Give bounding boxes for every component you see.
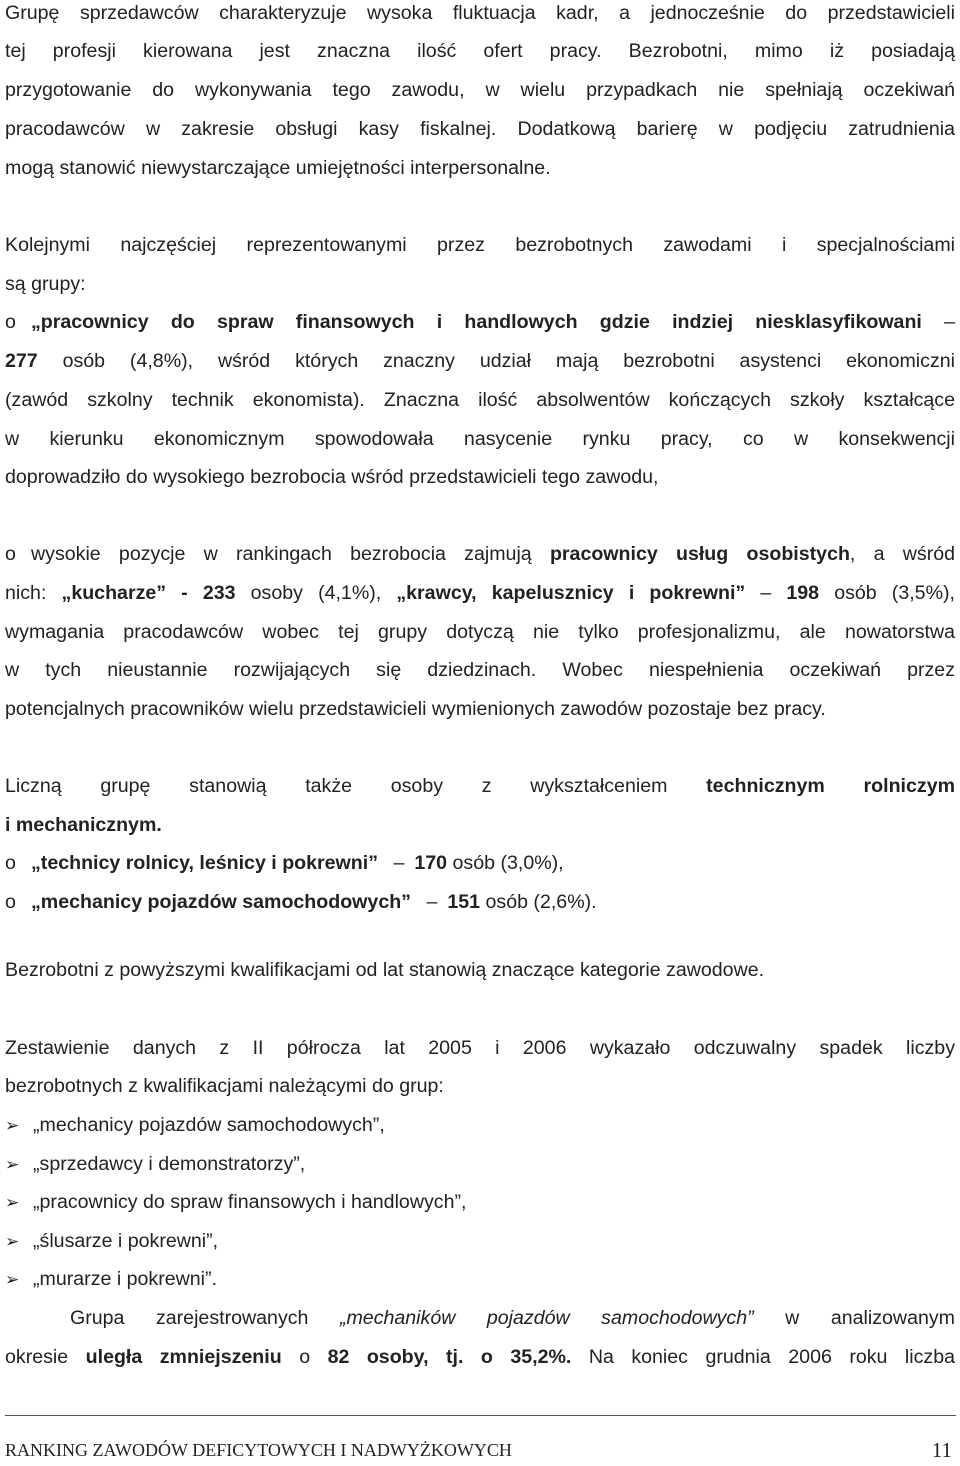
paragraph-line: [5, 348, 955, 374]
paragraph-line: tej profesji kierowana jest znaczna ilość ofert pracy. Bezrobotni, mimo iż posiadają: [5, 40, 955, 62]
arrow-bullet-icon: ➢: [5, 1232, 20, 1251]
text-span: osób (3,5%),: [834, 582, 955, 604]
dash: –: [426, 891, 438, 913]
paragraph-line: pracodawców w zakresie obsługi kasy fiskalnej. Dodatkową barierę w podjęciu zatrudnienia: [5, 118, 955, 140]
footer-title: RANKING ZAWODÓW DEFICYTOWYCH I NADWYŻKOWYCH: [5, 1440, 512, 1460]
footer-divider: [5, 1415, 956, 1416]
paragraph-line: Grupę sprzedawców charakteryzuje wysoka fluktuacja kadr, a jednocześnie do przedstawicieli: [5, 2, 955, 24]
text-span: w analizowanym: [785, 1307, 955, 1329]
text-span: „murarze i pokrewni”.: [33, 1268, 218, 1290]
paragraph-line: i mechanicznym.: [5, 814, 162, 836]
text-span: osoby (4,1%),: [250, 582, 382, 604]
text-span: nich:: [5, 582, 47, 604]
bullet-marker: o: [5, 543, 16, 565]
paragraph-line: [70, 1305, 955, 1331]
paragraph-line: Bezrobotni z powyższymi kwalifikacjami od lat stanowią znaczące kategorie zawodowe.: [5, 959, 765, 981]
occupation-name: technicznym rolniczym: [706, 775, 956, 797]
occupation-name: „krawcy, kapelusznicy i pokrewni”: [396, 582, 746, 604]
paragraph-line: [5, 580, 955, 606]
list-item: [5, 850, 955, 876]
text-span: o: [299, 1346, 311, 1368]
arrow-bullet-icon: ➢: [5, 1193, 20, 1212]
count-value: 170: [414, 852, 448, 874]
dash: –: [944, 311, 955, 333]
occupation-name: pracownicy usług osobistych: [549, 543, 850, 565]
paragraph-line: [5, 1344, 955, 1370]
highlight-text: 82 osoby, tj. o 35,2%.: [327, 1346, 572, 1368]
occupation-name: „mechanicy pojazdów samochodowych”: [31, 891, 411, 913]
arrow-bullet-icon: ➢: [5, 1116, 20, 1135]
paragraph-line: doprowadziło do wysokiego bezrobocia wśród przedstawicieli tego zawodu,: [5, 466, 659, 488]
text-span: , a wśród: [849, 543, 956, 565]
bullet-marker: o: [5, 891, 16, 913]
paragraph-line: w kierunku ekonomicznym spowodowała nasycenie rynku pracy, co w konsekwencji: [5, 428, 955, 450]
text-span: „sprzedawcy i demonstratorzy”,: [33, 1153, 306, 1175]
list-item: [5, 1112, 955, 1138]
paragraph-line: bezrobotnych z kwalifikacjami należącymi do grup:: [5, 1075, 444, 1097]
page-footer: [5, 1440, 956, 1466]
paragraph-line: Kolejnymi najczęściej reprezentowanymi przez bezrobotnych zawodami i specjalnościami: [5, 234, 955, 256]
paragraph-line: mogą stanowić niewystarczające umiejętności interpersonalne.: [5, 157, 551, 179]
paragraph-line: wymagania pracodawców wobec tej grupy dotyczą nie tylko profesjonalizmu, ale nowatorstwa: [5, 621, 955, 643]
paragraph-line: są grupy:: [5, 273, 86, 295]
text-span: Na koniec grudnia 2006 roku liczba: [588, 1346, 956, 1368]
list-item: [5, 1189, 955, 1215]
text-span: Grupa zarejestrowanych: [70, 1307, 309, 1329]
paragraph-line: w tych nieustannie rozwijających się dziedzinach. Wobec niespełnienia oczekiwań przez: [5, 659, 955, 681]
text-span: wysokie pozycje w rankingach bezrobocia zajmują: [31, 543, 532, 565]
highlight-text: uległa zmniejszeniu: [85, 1346, 282, 1368]
occupation-name: „pracownicy do spraw finansowych i handlowych gdzie indziej niesklasyfikowani: [31, 311, 922, 333]
page-number: 11: [931, 1438, 952, 1462]
text-span: osób (2,6%).: [485, 891, 597, 913]
occupation-name: „mechaników pojazdów samochodowych”: [339, 1307, 754, 1329]
count-value: 198: [786, 582, 820, 604]
paragraph-line: (zawód szkolny technik ekonomista). Znaczna ilość absolwentów kończących szkoły kształcące: [5, 389, 955, 411]
arrow-bullet-icon: ➢: [5, 1155, 20, 1174]
bullet-marker: o: [5, 852, 16, 874]
text-span: Liczną grupę stanowią także osoby z wykształceniem: [5, 775, 668, 797]
dash: –: [760, 582, 772, 604]
text-span: okresie: [5, 1346, 69, 1368]
list-item: [5, 889, 955, 915]
bullet-marker: o: [5, 311, 16, 333]
list-item: [5, 541, 955, 567]
text-span: „ślusarze i pokrewni”,: [33, 1230, 219, 1252]
paragraph-line: przygotowanie do wykonywania tego zawodu, w wielu przypadkach nie spełniają oczekiwań: [5, 79, 955, 101]
paragraph-line: potencjalnych pracowników wielu przedstawicieli wymienionych zawodów pozostaje bez pracy.: [5, 698, 826, 720]
arrow-bullet-icon: ➢: [5, 1270, 20, 1289]
dash: –: [393, 852, 405, 874]
count-value: 277: [5, 350, 38, 372]
list-item: [5, 309, 955, 335]
text-span: „pracownicy do spraw finansowych i handlowych”,: [33, 1191, 467, 1213]
text-span: „mechanicy pojazdów samochodowych”,: [33, 1114, 385, 1136]
list-item: [5, 1228, 955, 1254]
occupation-name: „technicy rolnicy, leśnicy i pokrewni”: [31, 852, 378, 874]
list-item: [5, 1151, 955, 1177]
paragraph-line: [5, 773, 955, 799]
text-span: osób (3,0%),: [452, 852, 564, 874]
occupation-name: „kucharze” - 233: [61, 582, 236, 604]
count-value: 151: [447, 891, 481, 913]
text-span: osób (4,8%), wśród których znaczny udział mają bezrobotni asystenci ekonomiczni: [62, 350, 955, 372]
paragraph-line: Zestawienie danych z II półrocza lat 2005 i 2006 wykazało odczuwalny spadek liczby: [5, 1037, 955, 1059]
list-item: [5, 1266, 955, 1292]
